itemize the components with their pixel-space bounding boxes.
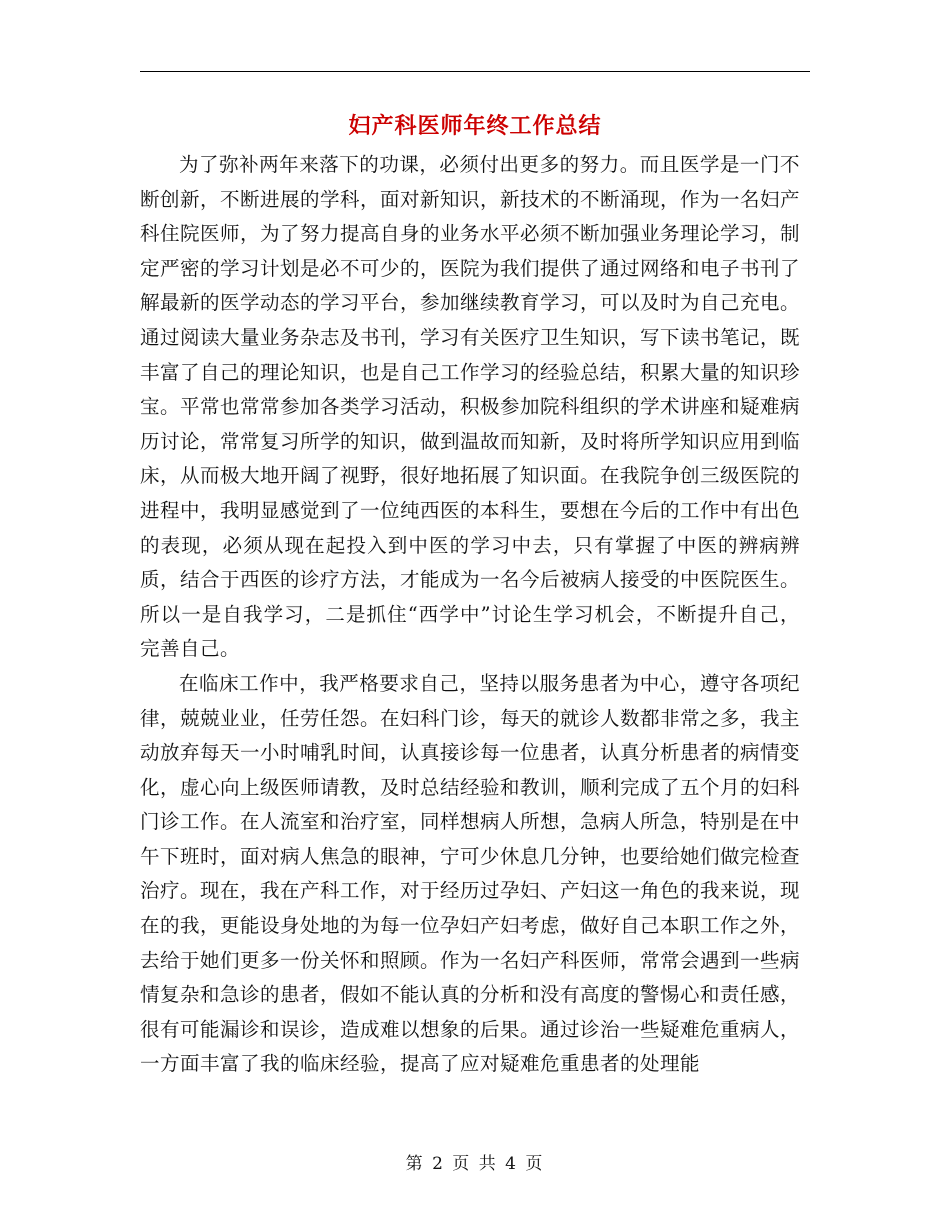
document-title: 妇产科医师年终工作总结 xyxy=(348,113,602,139)
page-footer: 第 2 页 共 4 页 xyxy=(405,1154,545,1174)
document-body xyxy=(140,148,800,1082)
header-rule xyxy=(140,71,810,72)
paragraph-1: 为了弥补两年来落下的功课，必须付出更多的努力。而且医学是一门不断创新，不断进展的学科，面对新知识，新技术的不断涌现，作为一名妇产科住院医师，为了努力提高自身的业务水平必须不断加强业务理论学习，制定严密的学习计划是必不可少的，医院为我们提供了通过网络和电子书刊了解最新的医学动态的学习平台，参加继续教育学习，可以及时为自己充电。通过阅读大量业务杂志及书刊，学习有关医疗卫生知识，写下读书笔记，既丰富了自己的理论知识，也是自己工作学习的经验总结，积累大量的知识珍宝。平常也常常参加各类学习活动，积极参加院科组织的学术讲座和疑难病历讨论，常常复习所学的知识，做到温故而知新，及时将所学知识应用到临床，从而极大地开阔了视野，很好地拓展了知识面。在我院争创三级医院的进程中，我明显感觉到了一位纯西医的本科生，要想在今后的工作中有出色的表现，必须从现在起投入到中医的学习中去，只有掌握了中医的辨病辨质，结合于西医的诊疗方法，才能成为一名今后被病人接受的中医院医生。所以一是自我学习，二是抓住“西学中”讨论生学习机会，不断提升自己，完善自己。 xyxy=(140,153,801,661)
paragraph-2: 在临床工作中，我严格要求自己，坚持以服务患者为中心，遵守各项纪律，兢兢业业，任劳任怨。在妇科门诊，每天的就诊人数都非常之多，我主动放弃每天一小时哺乳时间，认真接诊每一位患者，认真分析患者的病情变化，虚心向上级医师请教，及时总结经验和教训，顺利完成了五个月的妇科门诊工作。在人流室和治疗室，同样想病人所想，急病人所急，特别是在中午下班时，面对病人焦急的眼神，宁可少休息几分钟，也要给她们做完检查治疗。现在，我在产科工作，对于经历过孕妇、产妇这一角色的我来说，现在的我，更能设身处地的为每一位孕妇产妇考虑，做好自己本职工作之外，去给于她们更多一份关怀和照顾。作为一名妇产科医师，常常会遇到一些病情复杂和急诊的患者，假如不能认真的分析和没有高度的警惕心和责任感，很有可能漏诊和误诊，造成难以想象的后果。通过诊治一些疑难危重病人，一方面丰富了我的临床经验，提高了应对疑难危重患者的处理能 xyxy=(140,671,801,1076)
